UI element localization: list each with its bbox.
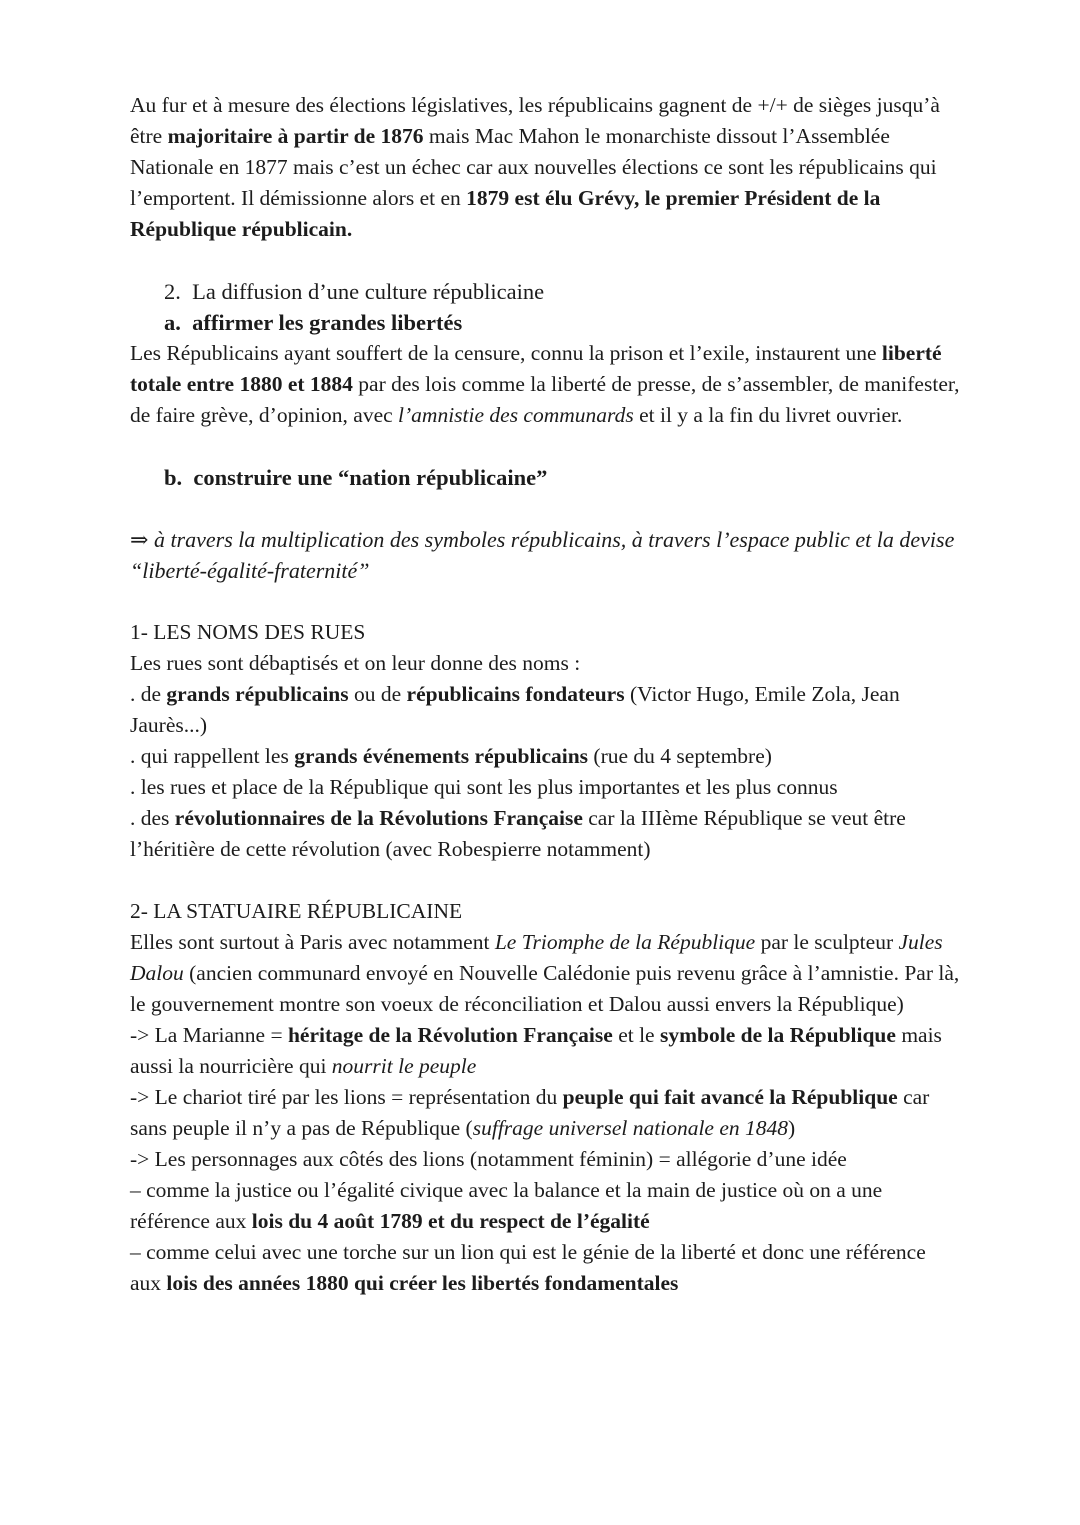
text: (ancien communard envoyé en Nouvelle Calédonie puis revenu grâce à l’amnistie. Par là, le gouvernement montre son voeux de réconciliation et Dalou aussi envers la République) xyxy=(130,961,960,1016)
paragraph-elections xyxy=(130,90,960,245)
heading-subsection-a xyxy=(130,307,960,338)
bold-text: révolutionnaires de la Révolutions Française xyxy=(174,806,583,830)
text: – comme la justice ou l’égalité civique avec la balance et la main de justice où on a une référence aux xyxy=(130,1178,883,1233)
text: car sans peuple il n’y a pas de République ( xyxy=(130,1085,930,1140)
text: et le xyxy=(612,1023,660,1047)
text: . des xyxy=(130,806,175,830)
text: Elles sont surtout à Paris avec notamment xyxy=(130,930,495,954)
text: -> La Marianne = xyxy=(130,1023,288,1047)
bold-text: grands événements républicains xyxy=(294,744,589,768)
text: -> Les personnages aux côtés des lions (notamment féminin) = allégorie d’une idée xyxy=(130,1147,847,1171)
italic-text: suffrage universel nationale en 1848 xyxy=(472,1116,789,1140)
text: et il y a la fin du livret ouvrier. xyxy=(633,403,903,427)
heading-subsection-b xyxy=(130,462,960,493)
bold-text: héritage de la Révolution Française xyxy=(287,1023,613,1047)
text: (rue du 4 septembre) xyxy=(588,744,772,768)
text: par le sculpteur xyxy=(755,930,899,954)
list-item xyxy=(130,772,960,803)
section-title-statuaire: 2- LA STATUAIRE RÉPUBLICAINE xyxy=(130,899,463,923)
heading-label: affirmer les grandes libertés xyxy=(192,310,463,335)
italic-text: nourrit le peuple xyxy=(331,1054,477,1078)
document-page xyxy=(130,90,960,1299)
heading-label: construire une “nation républicaine” xyxy=(193,465,548,490)
text: (Victor Hugo, Emile Zola, Jean Jaurès...) xyxy=(130,682,900,737)
arrow-statement xyxy=(130,524,960,586)
heading-label: La diffusion d’une culture républicaine xyxy=(192,279,545,304)
list-item xyxy=(130,1144,960,1175)
text: car la IIIème République se veut être l’héritière de cette révolution (avec Robespierre notamment) xyxy=(130,806,906,861)
list-item xyxy=(130,1237,960,1299)
list-item xyxy=(130,1020,960,1082)
list-item xyxy=(130,1082,960,1144)
paragraph-libertes xyxy=(130,338,960,431)
bold-text: républicains fondateurs xyxy=(406,682,625,706)
text: -> Le chariot tiré par les lions = représentation du xyxy=(130,1085,563,1109)
text: ) xyxy=(788,1116,796,1140)
list-item xyxy=(130,803,960,865)
bold-text: lois du 4 août 1789 et du respect de l’égalité xyxy=(251,1209,650,1233)
text: Au fur et à mesure des élections législatives, les républicains gagnent de +/+ de sièges jusqu’à être xyxy=(130,93,940,148)
italic-text: Jules Dalou xyxy=(130,930,943,985)
text: . de xyxy=(130,682,167,706)
text: à travers la multiplication des symboles républicains, à travers l’espace public et la devise “liberté-égalité-fraternité” xyxy=(130,527,955,583)
bold-text: peuple qui fait avancé la République xyxy=(562,1085,898,1109)
heading-letter: a. xyxy=(164,310,181,335)
text: . qui rappellent les xyxy=(130,744,295,768)
text: . les rues et place de la République qui sont les plus importantes et les plus connus xyxy=(130,775,838,799)
heading-letter: b. xyxy=(164,465,183,490)
bold-text: lois des années 1880 qui créer les libertés fondamentales xyxy=(166,1271,679,1295)
bold-text: liberté totale entre 1880 et 1884 xyxy=(130,341,942,396)
list-intro: Les rues sont débaptisés et on leur donne des noms : xyxy=(130,651,581,675)
right-arrow-icon: ⇒ xyxy=(130,527,149,552)
paragraph-statuaire xyxy=(130,927,960,1020)
list-item xyxy=(130,1175,960,1237)
bold-text: majoritaire à partir de 1876 xyxy=(167,124,424,148)
heading-section-2 xyxy=(130,276,960,307)
bold-text: grands républicains xyxy=(166,682,349,706)
list-item xyxy=(130,679,960,741)
italic-text: l’amnistie des communards xyxy=(398,403,634,427)
italic-text: Le Triomphe de la République xyxy=(494,930,756,954)
section-title-rues: 1- LES NOMS DES RUES xyxy=(130,620,366,644)
heading-number: 2. xyxy=(164,279,181,304)
text: – comme celui avec une torche sur un lion qui est le génie de la liberté et donc une référence aux xyxy=(130,1240,926,1295)
text: mais aussi la nourricière qui xyxy=(130,1023,942,1078)
list-item xyxy=(130,741,960,772)
bold-text: 1879 est élu Grévy, le premier Président de la République républicain. xyxy=(130,186,881,241)
text: ou de xyxy=(348,682,407,706)
text: par des lois comme la liberté de presse, de s’assembler, de manifester, de faire grève, d’opinion, avec xyxy=(130,372,960,427)
bold-text: symbole de la République xyxy=(659,1023,896,1047)
text: Les Républicains ayant souffert de la censure, connu la prison et l’exile, instaurent une xyxy=(130,341,882,365)
text: mais Mac Mahon le monarchiste dissout l’Assemblée Nationale en 1877 mais c’est un échec car aux nouvelles élections ce sont les républicains qui l’emportent. Il démissionne alors et en xyxy=(130,124,937,210)
